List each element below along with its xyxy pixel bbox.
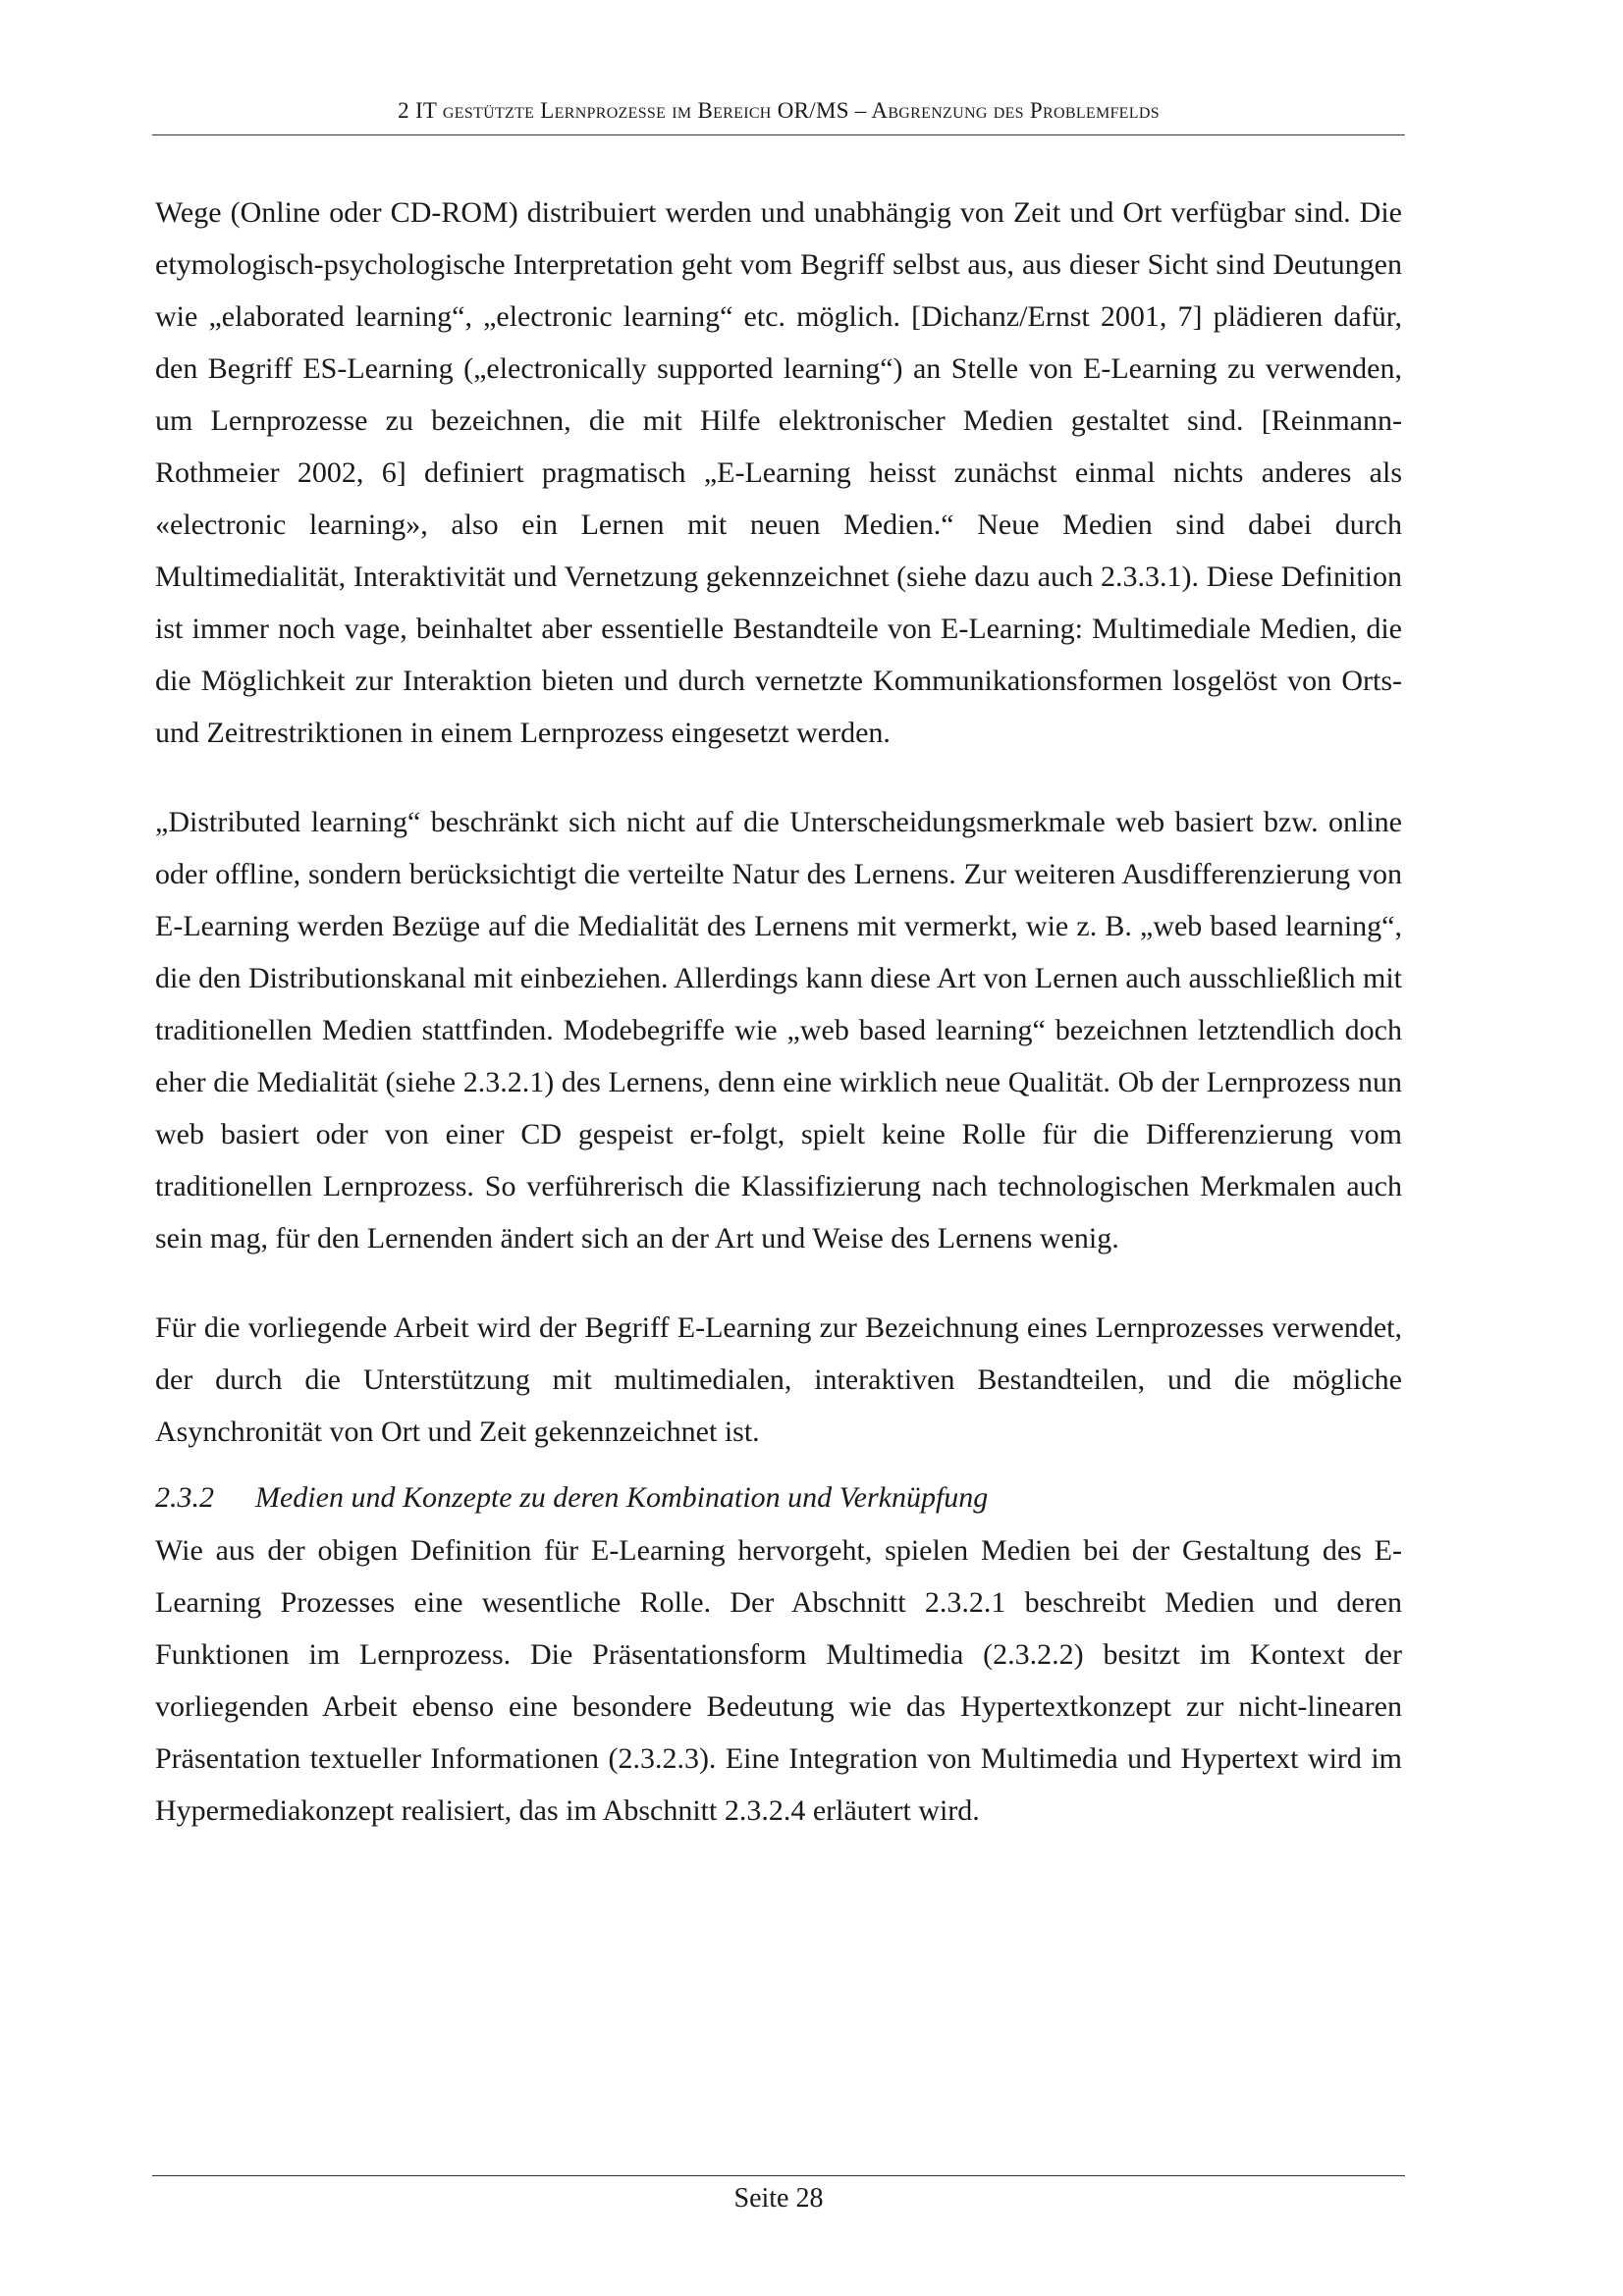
paragraph-distributed-learning: „Distributed learning“ beschränkt sich nicht auf die Unterscheidungsmerkmale web basiert bzw. online oder offline, sondern berücksichtigt die verteilte Natur des Lernens. Zur weiteren Ausdifferenzierung von E-Learning werden Bezüge auf die Medialität des Lernens mit vermerkt, wie z. B. „web based learning“, die den Distributionskanal mit einbeziehen. Allerdings kann diese Art von Lernen auch ausschließlich mit traditionellen Medien stattfinden. Modebegriffe wie „web based learning“ bezeichnen letztendlich doch eher die Medialität (siehe 2.3.2.1) des Lernens, denn eine wirklich neue Qualität. Ob der Lernprozess nun web basiert oder von einer CD gespeist er-folgt, spielt keine Rolle für die Differenzierung vom traditionellen Lernprozess. So verführerisch die Klassifizierung nach technologischen Merkmalen auch sein mag, für den Lernenden ändert sich an der Art und Weise des Lernens wenig. — [155, 806, 1402, 1255]
page-number: Seite 28 — [733, 2183, 824, 2214]
paragraph-e-learning-definitions: Wege (Online oder CD-ROM) distribuiert werden und unabhängig von Zeit und Ort verfügbar sind. Die etymologisch-psychologische Interpretation geht vom Begriff selbst aus, aus dieser Sicht sind Deutungen wie „elaborated learning“, „electronic learning“ etc. möglich. [Dichanz/Ernst 2001, 7] plädieren dafür, den Begriff ES-Learning („electronically supported learning“) an Stelle von E-Learning zu verwenden, um Lernprozesse zu bezeichnen, die mit Hilfe elektronischer Medien gestaltet sind. [Reinmann-Rothmeier 2002, 6] definiert pragmatisch „E-Learning heisst zunächst einmal nichts anderes als «electronic learning», also ein Lernen mit neuen Medien.“ Neue Medien sind dabei durch Multimedialität, Interaktivität und Vernetzung gekennzeichnet (siehe dazu auch 2.3.3.1). Diese Definition ist immer noch vage, beinhaltet aber essentielle Bestandteile von E-Learning: Multimediale Medien, die die Möglichkeit zur Interaktion bieten und durch vernetzte Kommunikationsformen losgelöst von Orts- und Zeitrestriktionen in einem Lernprozess eingesetzt werden. — [155, 196, 1402, 749]
paragraph-working-definition: Für die vorliegende Arbeit wird der Begriff E-Learning zur Bezeichnung eines Lernprozesses verwendet, der durch die Unterstützung mit multimedialen, interaktiven Bestandteilen, und die mögliche Asynchronität von Ort und Zeit gekennzeichnet ist. — [155, 1311, 1402, 1448]
paragraph-section-intro: Wie aus der obigen Definition für E-Learning hervorgeht, spielen Medien bei der Gestaltung des E-Learning Prozesses eine wesentliche Rolle. Der Abschnitt 2.3.2.1 beschreibt Medien und deren Funktionen im Lernprozess. Die Präsentationsform Multimedia (2.3.2.2) besitzt im Kontext der vorliegenden Arbeit ebenso eine besondere Bedeutung wie das Hypertextkonzept zur nicht-linearen Präsentation textueller Informationen (2.3.2.3). Eine Integration von Multimedia und Hypertext wird im Hypermediakonzept realisiert, das im Abschnitt 2.3.2.4 erläutert wird. — [155, 1534, 1402, 1827]
section-number: 2.3.2 — [155, 1481, 214, 1514]
running-header: 2 IT gestützte Lernprozesse im Bereich OR/MS – Abgrenzung des Problemfelds — [398, 98, 1160, 123]
header-rule — [152, 134, 1405, 135]
footer-rule — [152, 2175, 1405, 2176]
section-title: Medien und Konzepte zu deren Kombination und Verknüpfung — [255, 1481, 989, 1514]
body-text — [155, 187, 1402, 1874]
section-heading — [155, 1475, 1402, 1521]
